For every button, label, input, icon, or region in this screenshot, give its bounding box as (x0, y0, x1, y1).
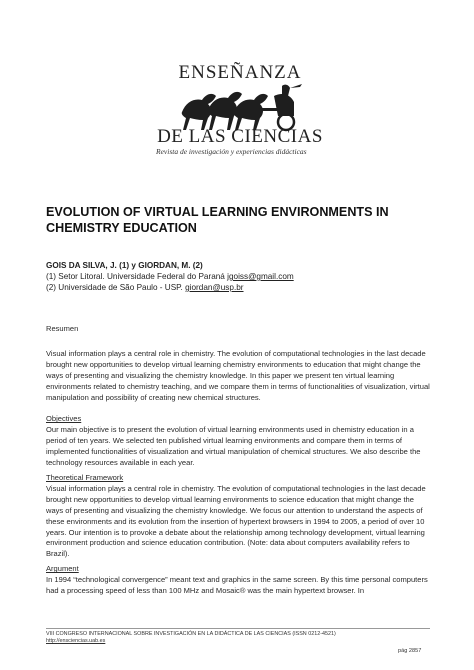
page-number: pág 2857 (398, 648, 422, 654)
footer-divider (46, 628, 430, 629)
journal-name-line2: DE LAS CIENCIAS (157, 126, 323, 147)
framework-paragraph: Visual information plays a central role in chemistry. The evolution of computational technologies in the last decade brought new opportunities to develop virtual learning environments to science education that might change the ways of presenting and visualizing the chemistry knowledge. We focus our attention to understand the aspects of these environments and its evolution from the insertion of hypertext browsers in 1994 to 2005, a period of over 10 years. Our intention is to provoke a debate about the relationship among technology development, virtual learning environment production and science education contribution. (Note: data about computers availability refers to Brazil). (46, 483, 426, 559)
page-footer (46, 631, 430, 645)
resumen-paragraph: Visual information plays a central role in chemistry. The evolution of computational technologies in the last decade brought new opportunities to develop virtual learning chemistry environments to education that might change the ways of presenting and visualizing the chemistry knowledge. In this paper we present ten virtual learning environments related to chemistry teaching, and we compare them in terms of functionalities of visualization, virtual manipulation and possibility of creating new chemical structures. (46, 348, 430, 402)
article-body (46, 324, 430, 597)
resumen-heading: Resumen (46, 324, 79, 333)
objectives-heading: Objectives (46, 414, 82, 424)
horse-chariot-emblem-icon (178, 82, 308, 132)
journal-url-link[interactable]: http://ensciencias.uab.es (46, 638, 106, 644)
conference-line: VIII CONGRESO INTERNACIONAL SOBRE INVESTIGACIÓN EN LA DIDÁCTICA DE LAS CIENCIAS (ISSN 0212-4521) (46, 631, 336, 637)
affiliation-2 (46, 282, 446, 293)
author-block (46, 260, 446, 293)
framework-heading: Theoretical Framework (46, 472, 124, 482)
journal-tagline: Revista de investigación y experiencias didácticas (156, 147, 307, 156)
argument-paragraph: In 1994 “technological convergence” meant text and graphics in the same screen. By this time personal computers had a processing speed of less than 100 MHz and Mosaic® was the main hypertext browser. In (46, 575, 428, 596)
affiliation-2-text: (2) Universidade de São Paulo - USP. (46, 283, 183, 292)
author-names: GOIS DA SILVA, J. (1) y GIORDAN, M. (2) (46, 261, 203, 270)
argument-heading: Argument (46, 564, 79, 574)
journal-name: ENSEÑANZA (178, 62, 302, 83)
affiliation-2-email-link[interactable]: giordan@usp.br (185, 283, 244, 292)
affiliation-1-text: (1) Setor Litoral. Universidade Federal do Paraná (46, 272, 225, 281)
affiliation-1 (46, 271, 446, 282)
affiliation-1-email-link[interactable]: jgoiss@gmail.com (227, 272, 294, 281)
article-title: EVOLUTION OF VIRTUAL LEARNING ENVIRONMENTS IN CHEMISTRY EDUCATION (46, 205, 389, 235)
objectives-paragraph: Our main objective is to present the evolution of virtual learning environments used in chemistry education in a period of ten years. We selected ten published virtual learning environments and compare them in terms of implemented functionalities of visualization and virtual manipulation of chemical structures. We also describe the technology resources available in each year. (46, 425, 421, 468)
